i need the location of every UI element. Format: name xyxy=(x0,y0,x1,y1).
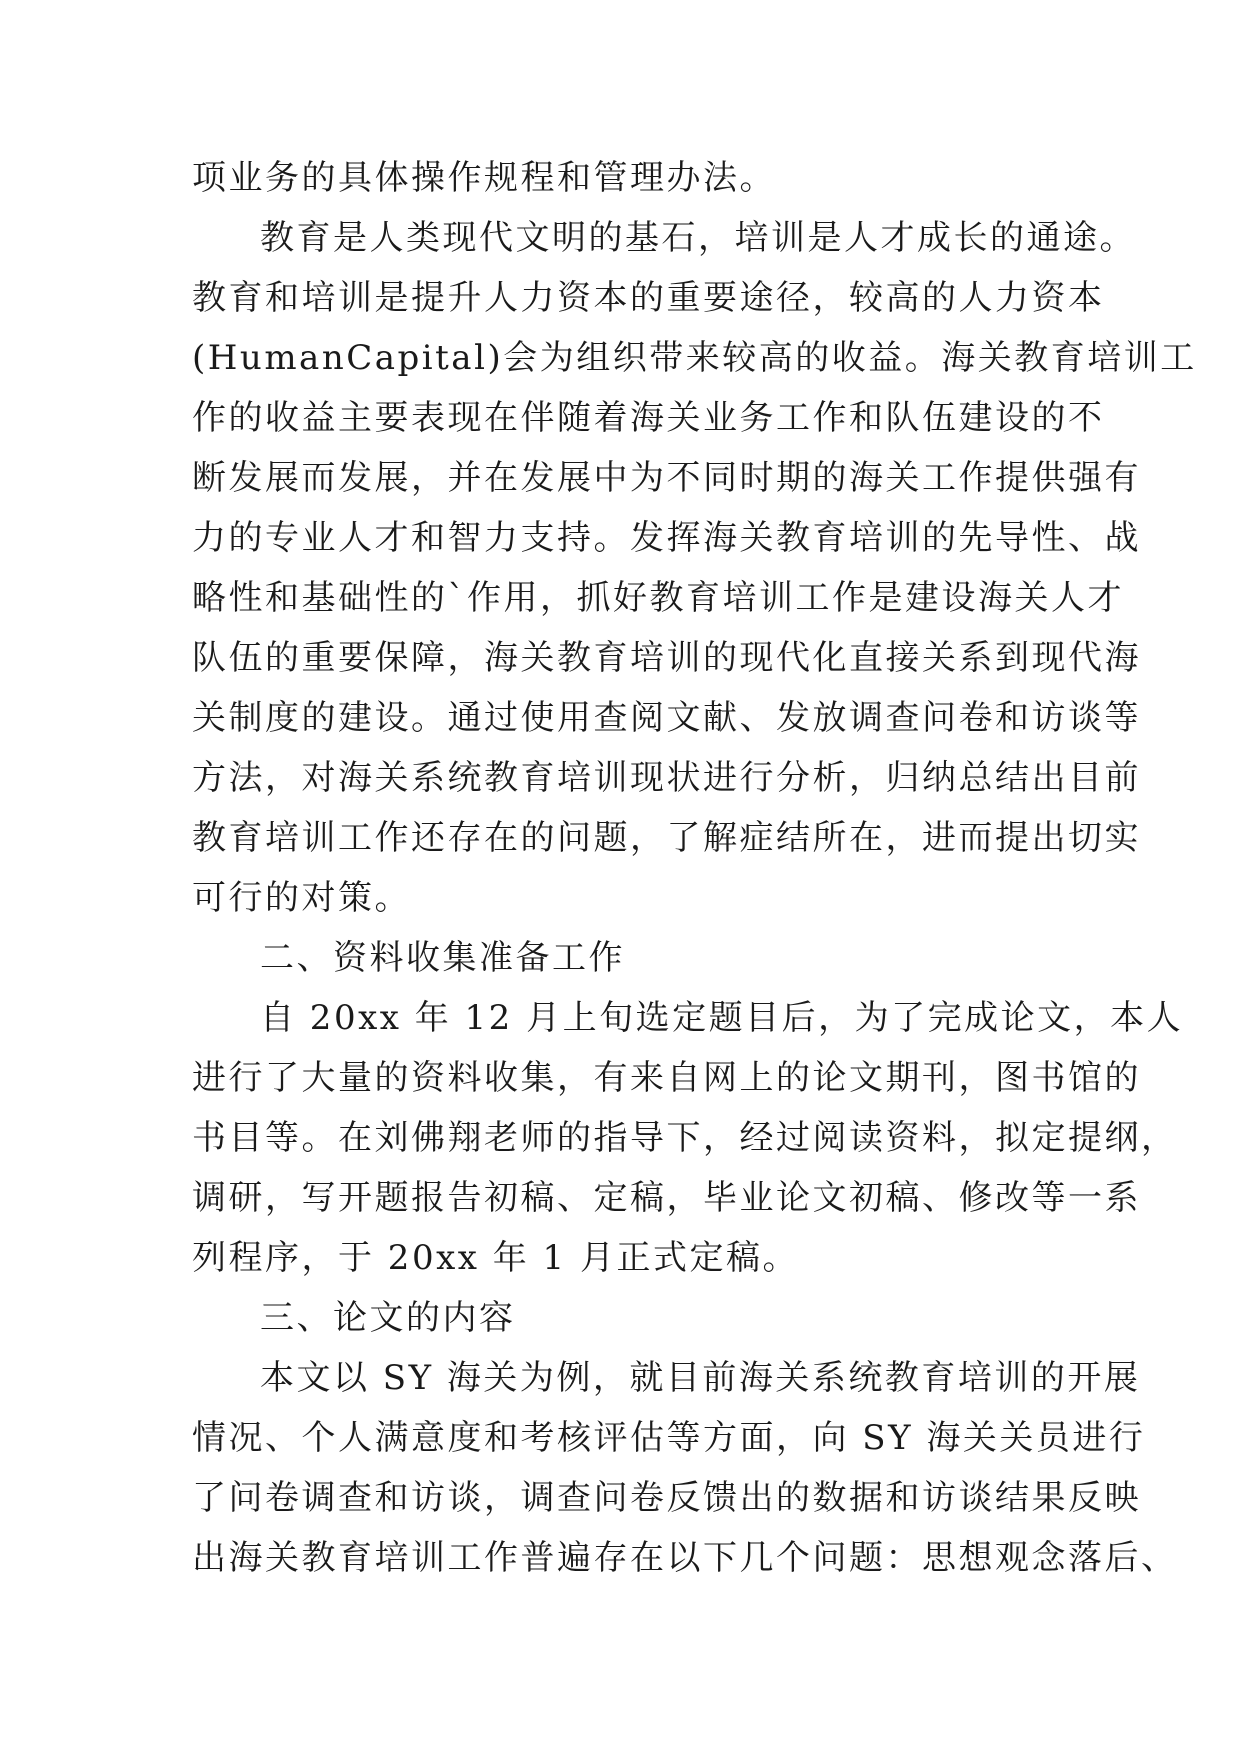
text-line: 断发展而发展，并在发展中为不同时期的海关工作提供强有 xyxy=(192,458,1141,498)
text-line: 教育培训工作还存在的问题，了解症结所在，进而提出切实 xyxy=(192,818,1141,858)
text-line: 书目等。在刘佛翔老师的指导下，经过阅读资料，拟定提纲， xyxy=(192,1118,1178,1158)
paragraph-first-line: 教育是人类现代文明的基石，培训是人才成长的通途。 xyxy=(260,218,1136,258)
text-line: 方法，对海关系统教育培训现状进行分析，归纳总结出目前 xyxy=(192,758,1141,798)
text-line: 列程序，于 20xx 年 1 月正式定稿。 xyxy=(192,1238,799,1278)
text-line: 进行了大量的资料收集，有来自网上的论文期刊，图书馆的 xyxy=(192,1058,1141,1098)
text-line: 力的专业人才和智力支持。发挥海关教育培训的先导性、战 xyxy=(192,518,1141,558)
text-line: 队伍的重要保障，海关教育培训的现代化直接关系到现代海 xyxy=(192,638,1141,678)
text-line: 调研，写开题报告初稿、定稿，毕业论文初稿、修改等一系 xyxy=(192,1178,1141,1218)
text-line: 项业务的具体操作规程和管理办法。 xyxy=(192,158,776,198)
text-line: 作的收益主要表现在伴随着海关业务工作和队伍建设的不 xyxy=(192,398,1105,438)
paragraph-first-line: 本文以 SY 海关为例，就目前海关系统教育培训的开展 xyxy=(260,1358,1141,1398)
paragraph-first-line: 自 20xx 年 12 月上旬选定题目后，为了完成论文，本人 xyxy=(260,998,1184,1038)
section-heading-2: 二、资料收集准备工作 xyxy=(260,938,625,978)
text-line: 关制度的建设。通过使用查阅文献、发放调查问卷和访谈等 xyxy=(192,698,1141,738)
text-line: 了问卷调查和访谈，调查问卷反馈出的数据和访谈结果反映 xyxy=(192,1478,1141,1518)
text-line: (HumanCapital)会为组织带来较高的收益。海关教育培训工 xyxy=(192,338,1197,378)
section-heading-3: 三、论文的内容 xyxy=(260,1298,516,1338)
text-line: 略性和基础性的`作用，抓好教育培训工作是建设海关人才 xyxy=(192,578,1124,618)
text-line: 出海关教育培训工作普遍存在以下几个问题：思想观念落后、 xyxy=(192,1538,1178,1578)
text-line: 教育和培训是提升人力资本的重要途径，较高的人力资本 xyxy=(192,278,1105,318)
text-line: 可行的对策。 xyxy=(192,878,411,918)
text-line: 情况、个人满意度和考核评估等方面，向 SY 海关关员进行 xyxy=(192,1418,1146,1458)
